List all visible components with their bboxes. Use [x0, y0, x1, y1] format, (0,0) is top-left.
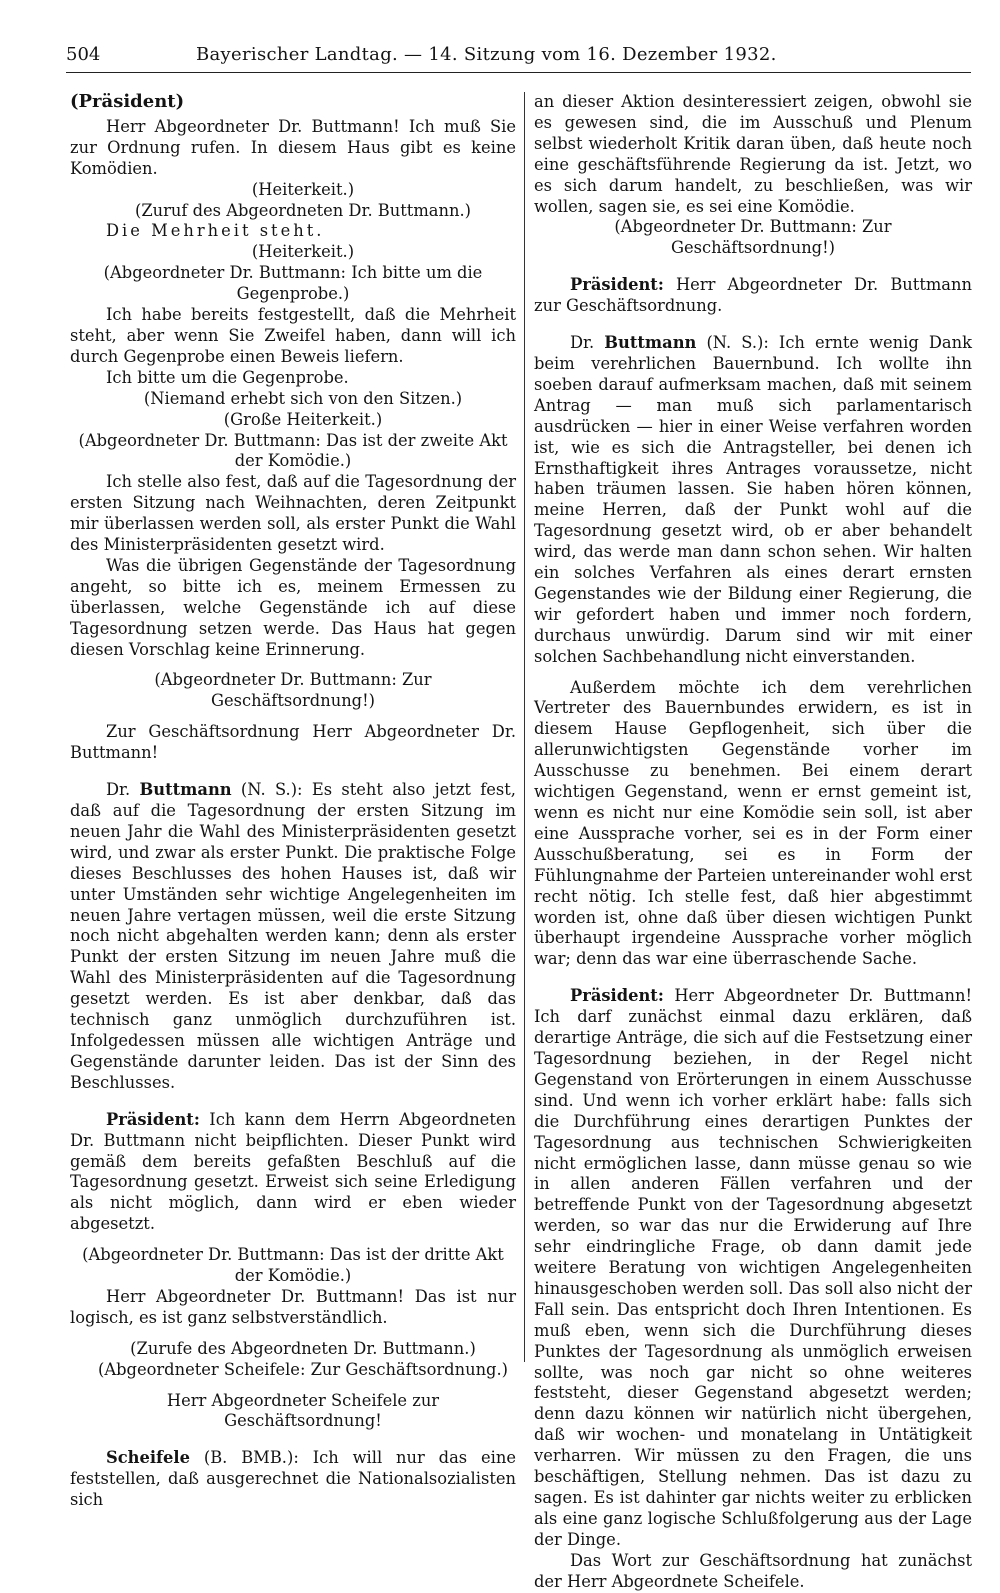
- speaker-name: Buttmann: [139, 780, 232, 800]
- paragraph: Was die übrigen Gegenstände der Tagesordnung angeht, so bitte ich es, meinem Ermessen zu überlassen, welche Gegenstände ich auf diese Tagesordnung setzen werde. Das Haus hat gegen diesen Vorschlag keine Erinnerung.: [70, 555, 516, 659]
- interjection: (Abgeordneter Scheifele: Zur Geschäftsordnung.): [97, 1359, 509, 1379]
- interjection: (Heiterkeit.): [251, 179, 355, 199]
- speaker-name: Präsident:: [570, 986, 664, 1006]
- paragraph: Das Wort zur Geschäftsordnung hat zunächst der Herr Abgeordnete Scheifele.: [534, 1550, 972, 1591]
- header-rule: [66, 72, 971, 73]
- paragraph: Ich stelle also fest, daß auf die Tagesordnung der ersten Sitzung nach Weihnachten, deren Zeitpunkt mir überlassen werden soll, als erster Punkt die Wahl des Ministerpräsidenten gesetzt wird.: [70, 472, 516, 555]
- paragraph: Herr Abgeordneter Dr. Buttmann! Ich muß Sie zur Ordnung rufen. In diesem Haus gibt es keine Komödien.: [70, 116, 516, 178]
- column-divider: [524, 92, 525, 1362]
- left-column: [70, 92, 516, 1511]
- paragraph: Ich habe bereits festgestellt, daß die Mehrheit steht, aber wenn Sie Zweifel haben, dann will ich durch Gegenprobe einen Beweis liefern.: [70, 305, 516, 366]
- paragraph: Zur Geschäftsordnung Herr Abgeordneter Dr. Buttmann!: [70, 722, 516, 763]
- speech-text: (N. S.): Ich ernte wenig Dank beim verehrlichen Bauernbund. Ich wollte ihn soeben darauf aufmerksam machen, daß mit seinem Antrag — man muß sich parlamentarisch ausdrücken — hier in einer Weise verfahren worden ist, wie es sich die Antragsteller, bei denen ich Ernsthaftigkeit ihres Antrages voraussetze, nicht haben träumen lassen. Sie haben hören können, meine Herren, daß der Punkt wohl auf die Tagesordnung gesetzt wird, ob er aber behandelt wird, das werde man dann schon sehen. Wir halten ein solches Verfahren als eines derart ernsten Gegenstandes wie der Bildung einer Regierung, die wir gefordert haben und immer noch fordern, durchaus unwürdig. Darum sind wir mit einer solchen Sachbehandlung nicht einverstanden.: [534, 333, 972, 666]
- speech-text: Herr Abgeordneter Dr. Buttmann! Ich darf zunächst einmal dazu erklären, daß derartige Anträge, die sich auf die Festsetzung einer Tagesordnung beziehen, in der Regel nicht Gegenstand von Erörterungen in einem Ausschusse sind. Und wenn ich vorher erklärt habe: falls sich die Durchführung eines derartigen Punktes der Tagesordnung aus technischen Schwierigkeiten nicht ermöglichen lasse, dann müsse genau so wie in allen anderen Fällen verfahren und der betreffende Punkt von der Tagesordnung abgesetzt werden, so war das nur die Erwiderung auf Ihre sehr eindringliche Frage, ob dann damit jede weitere Beratung von wichtigen Angelegenheiten hinausgeschoben werden soll. Das soll also nicht der Fall sein. Das entspricht doch Ihren Intentionen. Es muß eben, wenn sich die Durchführung dieses Punktes der Tagesordnung als unmöglich erweisen sollte, was noch gar nicht so ohne weiteres feststeht, dieser Gegenstand abgesetzt werden; denn dazu können wir natürlich nicht übergehen, daß wir wochen- und monatelang in Untätigkeit verharren. Wir müssen zu den Fragen, die uns beschäftigen, Stellung nehmen. Das ist dazu zu sagen. Es ist dahinter gar nichts weiter zu erblicken als eine ganz logische Schlußfolgerung aus der Lage der Dinge.: [534, 986, 972, 1549]
- interjection: (Abgeordneter Dr. Buttmann: Zur Geschäftsordnung!): [614, 217, 892, 258]
- paragraph: Ich bitte um die Gegenprobe.: [106, 367, 349, 387]
- running-title: Bayerischer Landtag. — 14. Sitzung vom 16. Dezember 1932.: [196, 44, 777, 65]
- interjection: (Abgeordneter Dr. Buttmann: Ich bitte um die Gegenprobe.): [103, 263, 483, 304]
- page-header: [66, 40, 971, 76]
- speaker-name: Präsident:: [106, 1109, 200, 1129]
- interjection: (Zuruf des Abgeordneten Dr. Buttmann.): [135, 200, 471, 220]
- speaker-title: Dr.: [570, 333, 595, 353]
- interjection: (Niemand erhebt sich von den Sitzen.): [143, 388, 463, 408]
- speaker-name: Buttmann: [604, 333, 697, 353]
- speaker-name: Scheifele: [106, 1448, 190, 1468]
- interjection: (Abgeordneter Dr. Buttmann: Zur Geschäftsordnung!): [154, 670, 432, 711]
- speaker-name: Präsident:: [570, 275, 664, 295]
- paragraph: Herr Abgeordneter Dr. Buttmann! Das ist nur logisch, es ist ganz selbstverständlich.: [70, 1286, 516, 1327]
- interjection: (Große Heiterkeit.): [223, 409, 383, 429]
- speech-paragraph: [534, 986, 972, 1550]
- interjection: (Abgeordneter Dr. Buttmann: Das ist der dritte Akt der Komödie.): [82, 1245, 504, 1286]
- interjection: (Zurufe des Abgeordneten Dr. Buttmann.): [130, 1338, 476, 1358]
- paragraph: an dieser Aktion desinteressiert zeigen, obwohl sie es gewesen sind, die im Ausschuß und Plenum selbst wiederholt Kritik daran üben, daß heute noch eine geschäftsführende Regierung da ist. Jetzt, wo es sich darum handelt, zu beschließen, was wir wollen, sagen sie, es sei eine Komödie.: [534, 92, 972, 216]
- continued-speaker-label: (Präsident): [70, 91, 185, 112]
- right-column: [534, 92, 972, 1593]
- speech-paragraph: [70, 1448, 516, 1511]
- speech-paragraph: [534, 333, 972, 668]
- paragraph: Herr Abgeordneter Scheifele zur Geschäftsordnung!: [166, 1390, 440, 1431]
- interjection: (Heiterkeit.): [251, 242, 355, 262]
- speech-paragraph: [70, 780, 516, 1094]
- page-number: 504: [66, 44, 101, 65]
- speech-text: (N. S.): Es steht also jetzt fest, daß auf die Tagesordnung der ersten Sitzung im neuen Jahr die Wahl des Ministerpräsidenten gesetzt wird, und zwar als erster Punkt. Die praktische Folge dieses Beschlusses des hohen Hauses ist, daß wir unter Umständen sehr wichtige Angelegenheiten im neuen Jahre vertagen müssen, weil die erste Sitzung noch nicht abgehalten werden kann; denn als erster Punkt der ersten Sitzung im neuen Jahre muß die Wahl des Ministerpräsidenten auf die Tagesordnung gesetzt werden. Es ist aber denkbar, daß das technisch ganz unmöglich durchzuführen ist. Infolgedessen müssen alle wichtigen Anträge und Gegenstände darunter leiden. Das ist der Sinn des Beschlusses.: [70, 780, 516, 1092]
- paragraph: Außerdem möchte ich dem verehrlichen Vertreter des Bauernbundes erwidern, es ist in diesem Hause Gepflogenheit, sich über die allerunwichtigsten Gegenstände vorher im Ausschusse zu benehmen. Bei einem derart wichtigen Gegenstand, wenn er ernst gemeint ist, wenn es nicht nur eine Komödie sein soll, ist aber eine Aussprache vorher, sei es in der Form einer Ausschußberatung, sei es in Form der Fühlungnahme der Parteien untereinander wohl erst recht nötig. Ich stelle fest, daß hier abgestimmt worden ist, ohne daß über diesen wichtigen Punkt überhaupt irgendeine Aussprache vorher möglich war; denn das war eine überraschende Sache.: [534, 677, 972, 969]
- speaker-title: Dr.: [106, 780, 131, 800]
- speech-text: Ich kann dem Herrn Abgeordneten Dr. Buttmann nicht beipflichten. Dieser Punkt wird gemäß dem bereits gefaßten Beschluß auf die Tagesordnung gesetzt. Erweist sich seine Erledigung als nicht möglich, dann wird er eben wieder abgesetzt.: [70, 1109, 516, 1234]
- speech-text: (B. BMB.): Ich will nur das eine feststellen, daß ausgerechnet die Nationalsozialisten sich: [70, 1448, 516, 1510]
- speech-paragraph: [70, 1110, 516, 1235]
- speech-text: Herr Abgeordneter Dr. Buttmann zur Geschäftsordnung.: [534, 275, 972, 316]
- paragraph: Die Mehrheit steht.: [106, 221, 325, 241]
- interjection: (Abgeordneter Dr. Buttmann: Das ist der zweite Akt der Komödie.): [78, 430, 508, 471]
- speech-paragraph: [534, 275, 972, 317]
